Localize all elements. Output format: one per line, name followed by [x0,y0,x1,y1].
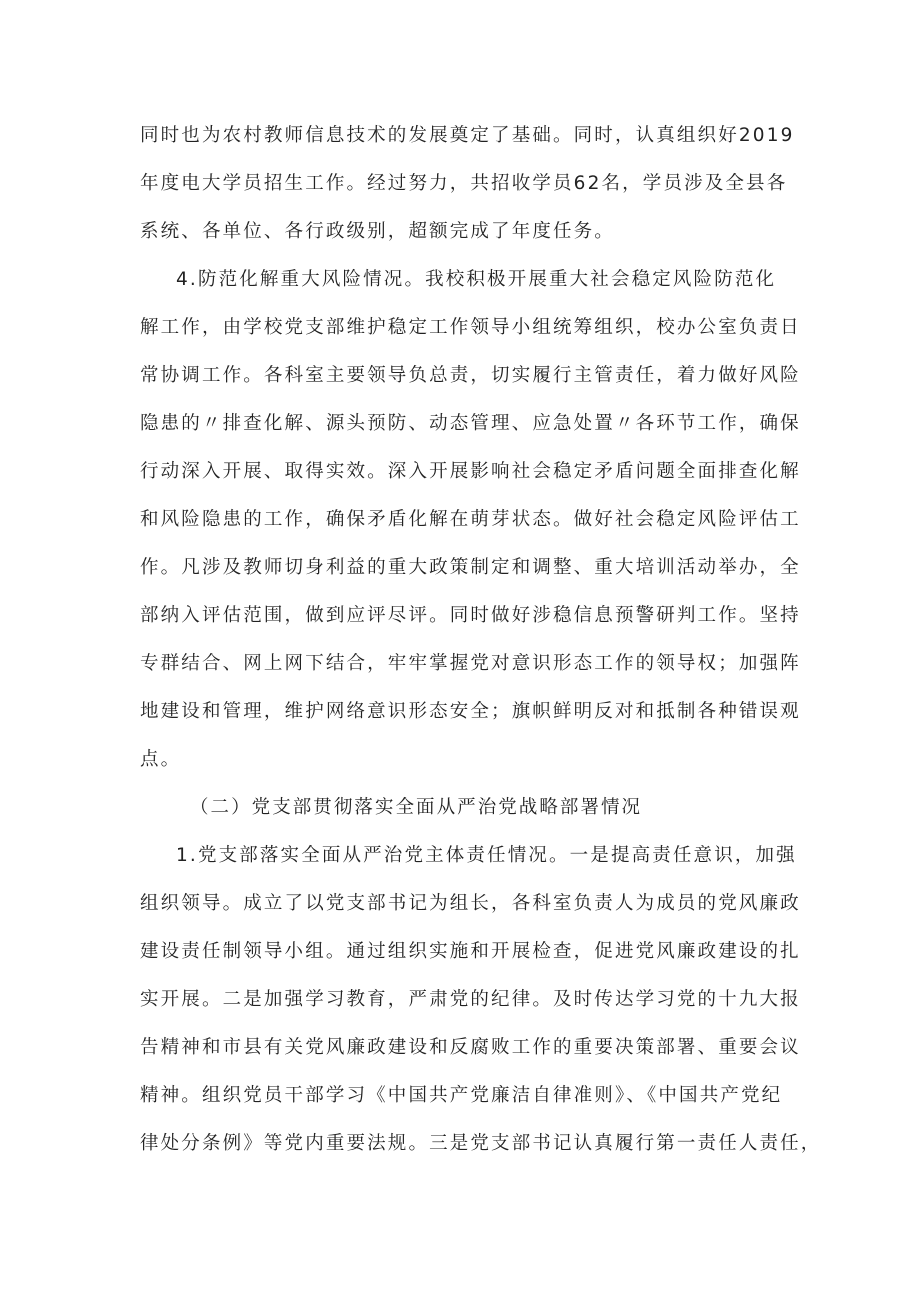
paragraph-line: 律处分条例》等党内重要法规。三是党支部书记认真履行第一责任人责任， [140,1133,822,1154]
paragraph-line: 点。 [140,749,182,770]
paragraph-line: 和风险隐患的工作，确保矛盾化解在萌芽状态。做好社会稳定风险评估工 [140,509,801,530]
paragraph-line: 部纳入评估范围，做到应评尽评。同时做好涉稳信息预警研判工作。坚持 [140,605,801,626]
paragraph-line: 作。凡涉及教师切身利益的重大政策制定和调整、重大培训活动举办，全 [140,557,801,578]
paragraph-line: 地建设和管理，维护网络意识形态安全；旗帜鲜明反对和抵制各种错误观 [140,701,801,722]
paragraph-line: 年度电大学员招生工作。经过努力，共招收学员62名，学员涉及全县各 [140,173,788,194]
paragraph-line: 解工作，由学校党支部维护稳定工作领导小组统筹组织，校办公室负责日 [140,317,801,338]
paragraph-line: 4.防范化解重大风险情况。我校积极开展重大社会稳定风险防范化 [176,269,777,290]
paragraph-line: 专群结合、网上网下结合，牢牢掌握党对意识形态工作的领导权；加强阵 [140,653,801,674]
paragraph-line: 常协调工作。各科室主要领导负总责，切实履行主管责任，着力做好风险 [140,365,801,386]
paragraph-line: 实开展。二是加强学习教育，严肃党的纪律。及时传达学习党的十九大报 [140,989,801,1010]
paragraph-line: 同时也为农村教师信息技术的发展奠定了基础。同时，认真组织好2019 [140,125,795,146]
paragraph-line: 告精神和市县有关党风廉政建设和反腐败工作的重要决策部署、重要会议 [140,1037,801,1058]
paragraph-line: 精神。组织党员干部学习《中国共产党廉洁自律准则》、《中国共产党纪 [140,1085,783,1106]
paragraph-line: 建设责任制领导小组。通过组织实施和开展检查，促进党风廉政建设的扎 [140,941,801,962]
paragraph-line: 系统、各单位、各行政级别，超额完成了年度任务。 [140,221,615,242]
paragraph-line: 1.党支部落实全面从严治党主体责任情况。一是提高责任意识，加强 [176,845,797,866]
paragraph-line: 隐患的〃排查化解、源头预防、动态管理、应急处置〃各环节工作，确保 [140,413,801,434]
paragraph-line: 组织领导。成立了以党支部书记为组长，各科室负责人为成员的党风廉政 [140,893,801,914]
section-heading: （二）党支部贯彻落实全面从严治党战略部署情况 [190,797,643,818]
paragraph-line: 行动深入开展、取得实效。深入开展影响社会稳定矛盾问题全面排查化解 [140,461,801,482]
